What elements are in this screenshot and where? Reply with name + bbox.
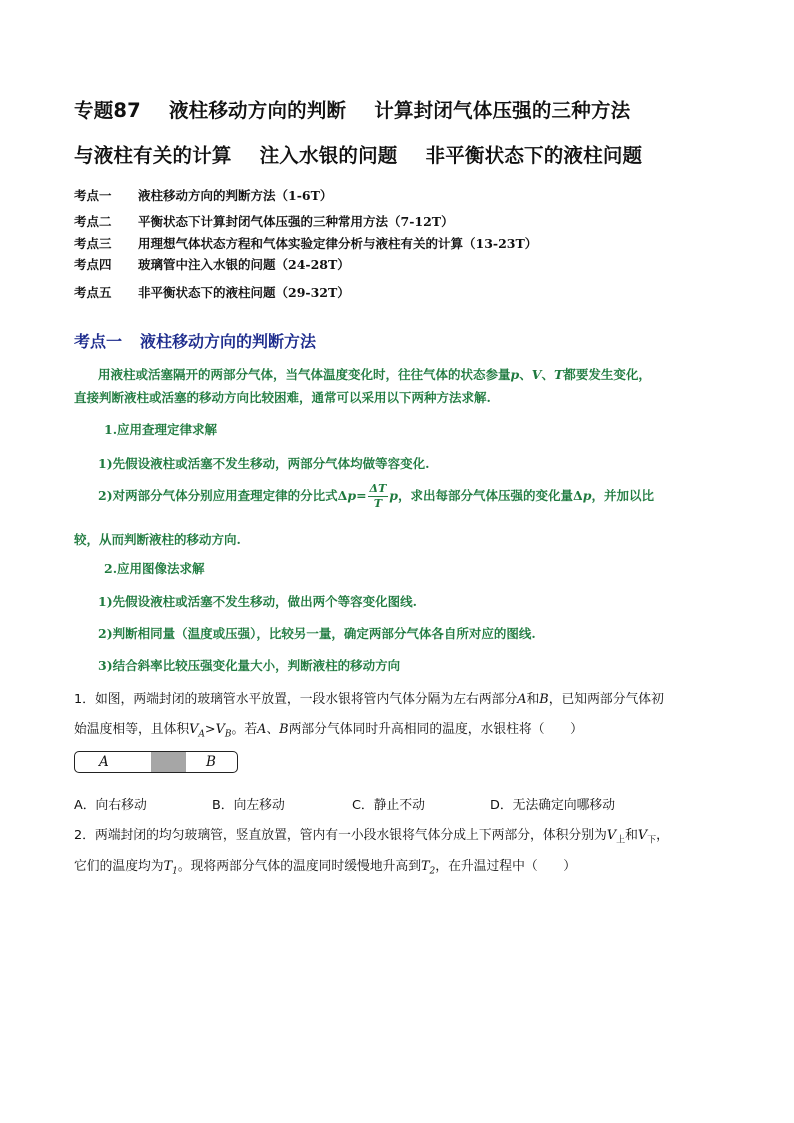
q2-line2: 它们的温度均为$T_1$。现将两部分气体的温度同时缓慢地升高到$T_2$，在升温过程中（ ）	[74, 859, 577, 877]
intro-line1: 用液柱或活塞隔开的两部分气体，当气体温度变化时，往往气体的状态参量p、V、T都要发生变化，	[98, 367, 651, 382]
method1-step2: 2)对两部分气体分别应用查理定律的分比式Δp= $\frac{\Delta T}{T}$ p，求出每部分气体压强的变化量Δp，并加以比	[98, 482, 654, 510]
method1-title: 1.应用查理定律求解	[104, 422, 218, 437]
toc-item: 考点三 用理想气体状态方程和气体实验定律分析与液柱有关的计算（13-23T）	[74, 236, 538, 251]
option-b[interactable]: B．向左移动	[212, 798, 285, 813]
page-title-line2	[74, 140, 642, 168]
q1-line1: 1．如图，两端封闭的玻璃管水平放置，一段水银将管内气体分隔为左右两部分A和B，已知两部分气体初	[74, 692, 664, 707]
gas-a-label: A	[99, 754, 109, 770]
method1-step2-cont: 较，从而判断液柱的移动方向.	[74, 532, 241, 547]
fraction-delta-t-over-t: $\frac{\Delta T}{T}$	[369, 482, 387, 510]
intro-line2: 直接判断液柱或活塞的移动方向比较困难，通常可以采用以下两种方法求解.	[74, 390, 491, 405]
option-d[interactable]: D．无法确定向哪移动	[490, 798, 616, 813]
toc-item: 考点一 液柱移动方向的判断方法（1-6T）	[74, 188, 333, 203]
glass-tube-diagram	[74, 751, 238, 773]
method2-title: 2.应用图像法求解	[104, 561, 205, 576]
title-part: 液柱移动方向的判断	[168, 99, 347, 122]
q2-line1: 2．两端封闭的均匀玻璃管，竖直放置，管内有一小段水银将气体分成上下两部分，体积分别为$V_上$和$V_下$，	[74, 828, 669, 846]
title-part: 计算封闭气体压强的三种方法	[374, 99, 631, 122]
method1-step1: 1)先假设液柱或活塞不发生移动，两部分气体均做等容变化.	[98, 456, 430, 471]
mercury-column	[151, 752, 186, 772]
method2-step2: 2)判断相同量（温度或压强），比较另一量，确定两部分气体各自所对应的图线.	[98, 626, 536, 641]
title-part: 注入水银的问题	[259, 144, 398, 167]
q1-options	[74, 794, 615, 813]
page-title-line1	[74, 95, 630, 123]
toc-item: 考点五 非平衡状态下的液柱问题（29-32T）	[74, 285, 350, 300]
title-topic-number: 专题87	[74, 99, 141, 122]
title-part: 非平衡状态下的液柱问题	[425, 144, 643, 167]
method2-step1: 1)先假设液柱或活塞不发生移动，做出两个等容变化图线.	[98, 594, 417, 609]
option-c[interactable]: C．静止不动	[352, 798, 425, 813]
gas-b-label: B	[206, 754, 216, 770]
q1-line2: 始温度相等，且体积$V_A>V_B$。若A、B两部分气体同时升高相同的温度，水银柱将（ ）	[74, 722, 583, 740]
section-heading: 考点一 液柱移动方向的判断方法	[74, 332, 317, 351]
method2-step3: 3)结合斜率比较压强变化量大小，判断液柱的移动方向	[98, 658, 401, 673]
toc-item: 考点二 平衡状态下计算封闭气体压强的三种常用方法（7-12T）	[74, 214, 454, 229]
option-a[interactable]: A．向右移动	[74, 798, 147, 813]
toc-item: 考点四 玻璃管中注入水银的问题（24-28T）	[74, 257, 350, 272]
title-part: 与液柱有关的计算	[74, 144, 232, 167]
